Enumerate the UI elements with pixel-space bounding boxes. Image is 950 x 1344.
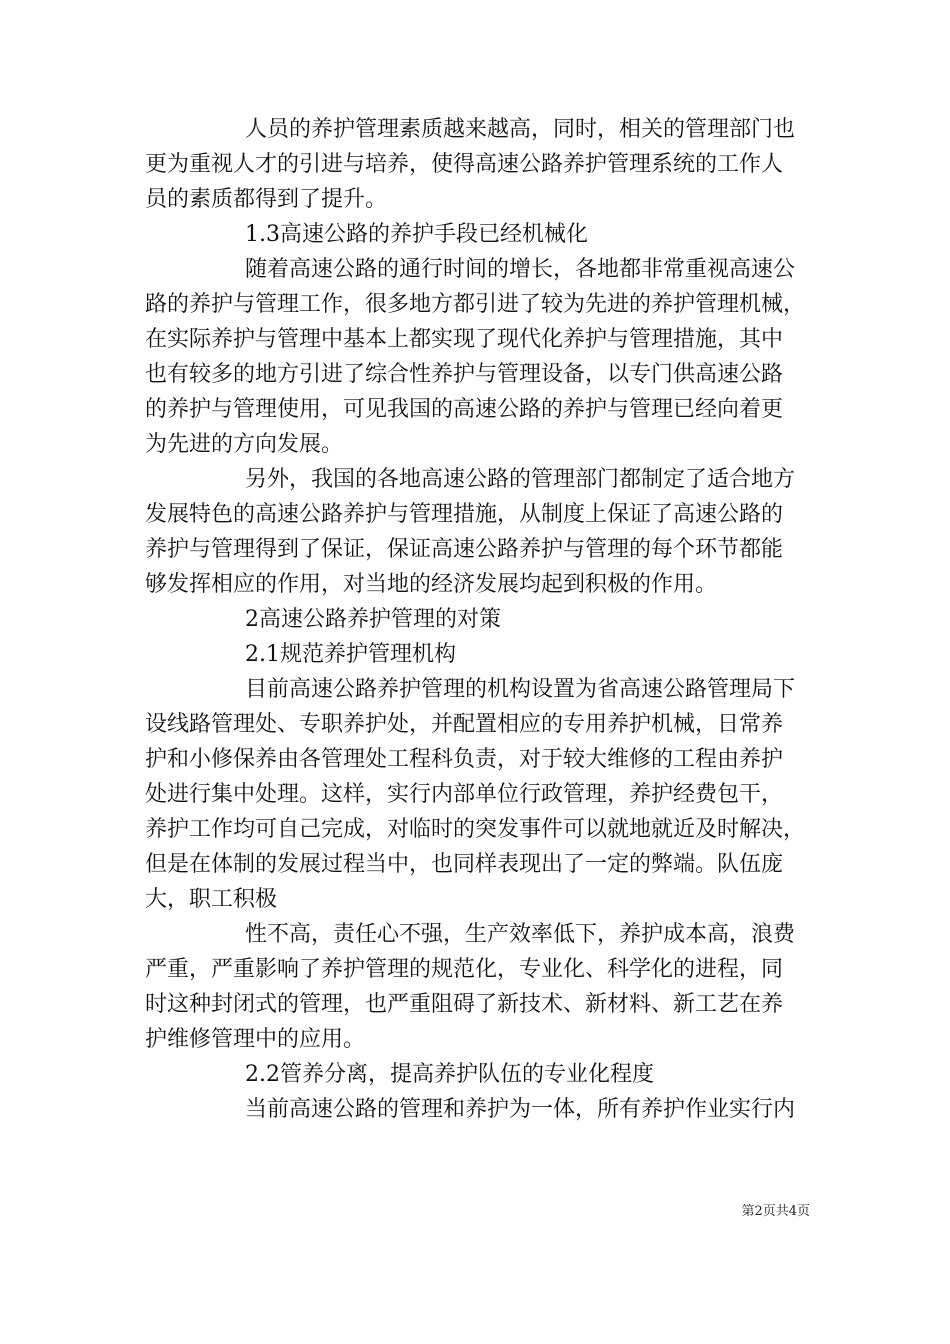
text-line: 另外，我国的各地高速公路的管理部门都制定了适合地方 (245, 467, 796, 492)
document-body (145, 112, 815, 1127)
body-paragraph (145, 112, 815, 217)
text-line: 护维修管理中的应用。 (145, 1027, 366, 1052)
text-line: 处进行集中处理。这样，实行内部单位行政管理，养护经费包干， (145, 782, 784, 807)
text-line: 大，职工积极 (145, 887, 278, 912)
text-line: 的养护与管理使用，可见我国的高速公路的养护与管理已经向着更 (145, 397, 784, 422)
section-heading (145, 1057, 815, 1092)
page-footer: 第2页共4页 (741, 1204, 810, 1219)
section-heading (145, 602, 815, 637)
text-line: 目前高速公路养护管理的机构设置为省高速公路管理局下 (245, 677, 796, 702)
text-line: 发展特色的高速公路养护与管理措施，从制度上保证了高速公路的 (145, 502, 784, 527)
text-line: 够发挥相应的作用，对当地的经济发展均起到积极的作用。 (145, 572, 718, 597)
body-paragraph (145, 672, 815, 917)
section-heading (145, 217, 815, 252)
text-line: 设线路管理处、专职养护处，并配置相应的专用养护机械，日常养 (145, 712, 784, 737)
text-line: 更为重视人才的引进与培养，使得高速公路养护管理系统的工作人 (145, 152, 784, 177)
text-line: 2.2管养分离，提高养护队伍的专业化程度 (245, 1062, 654, 1087)
body-paragraph (145, 1092, 815, 1127)
text-line: 在实际养护与管理中基本上都实现了现代化养护与管理措施，其中 (145, 327, 784, 352)
text-line: 时这种封闭式的管理，也严重阻碍了新技术、新材料、新工艺在养 (145, 992, 784, 1017)
text-line: 2高速公路养护管理的对策 (245, 607, 501, 632)
text-line: 人员的养护管理素质越来越高，同时，相关的管理部门也 (245, 117, 796, 142)
text-line: 1.3高速公路的养护手段已经机械化 (245, 222, 588, 247)
text-line: 养护与管理得到了保证，保证高速公路养护与管理的每个环节都能 (145, 537, 784, 562)
text-line: 也有较多的地方引进了综合性养护与管理设备，以专门供高速公路 (145, 362, 784, 387)
text-line: 但是在体制的发展过程当中，也同样表现出了一定的弊端。队伍庞 (145, 852, 784, 877)
text-line: 员的素质都得到了提升。 (145, 187, 388, 212)
text-line: 护和小修保养由各管理处工程科负责，对于较大维修的工程由养护 (145, 747, 784, 772)
body-paragraph (145, 462, 815, 602)
text-line: 养护工作均可自己完成，对临时的突发事件可以就地就近及时解决， (145, 817, 806, 842)
text-line: 严重，严重影响了养护管理的规范化，专业化、科学化的进程，同 (145, 957, 784, 982)
text-line: 2.1规范养护管理机构 (245, 642, 456, 667)
text-line: 随着高速公路的通行时间的增长，各地都非常重视高速公 (245, 257, 796, 282)
body-paragraph (145, 917, 815, 1057)
text-line: 路的养护与管理工作，很多地方都引进了较为先进的养护管理机械， (145, 292, 806, 317)
body-paragraph (145, 252, 815, 462)
text-line: 性不高，责任心不强，生产效率低下，养护成本高，浪费 (245, 922, 796, 947)
section-heading (145, 637, 815, 672)
text-line: 为先进的方向发展。 (145, 432, 344, 457)
text-line: 当前高速公路的管理和养护为一体，所有养护作业实行内 (245, 1097, 796, 1122)
